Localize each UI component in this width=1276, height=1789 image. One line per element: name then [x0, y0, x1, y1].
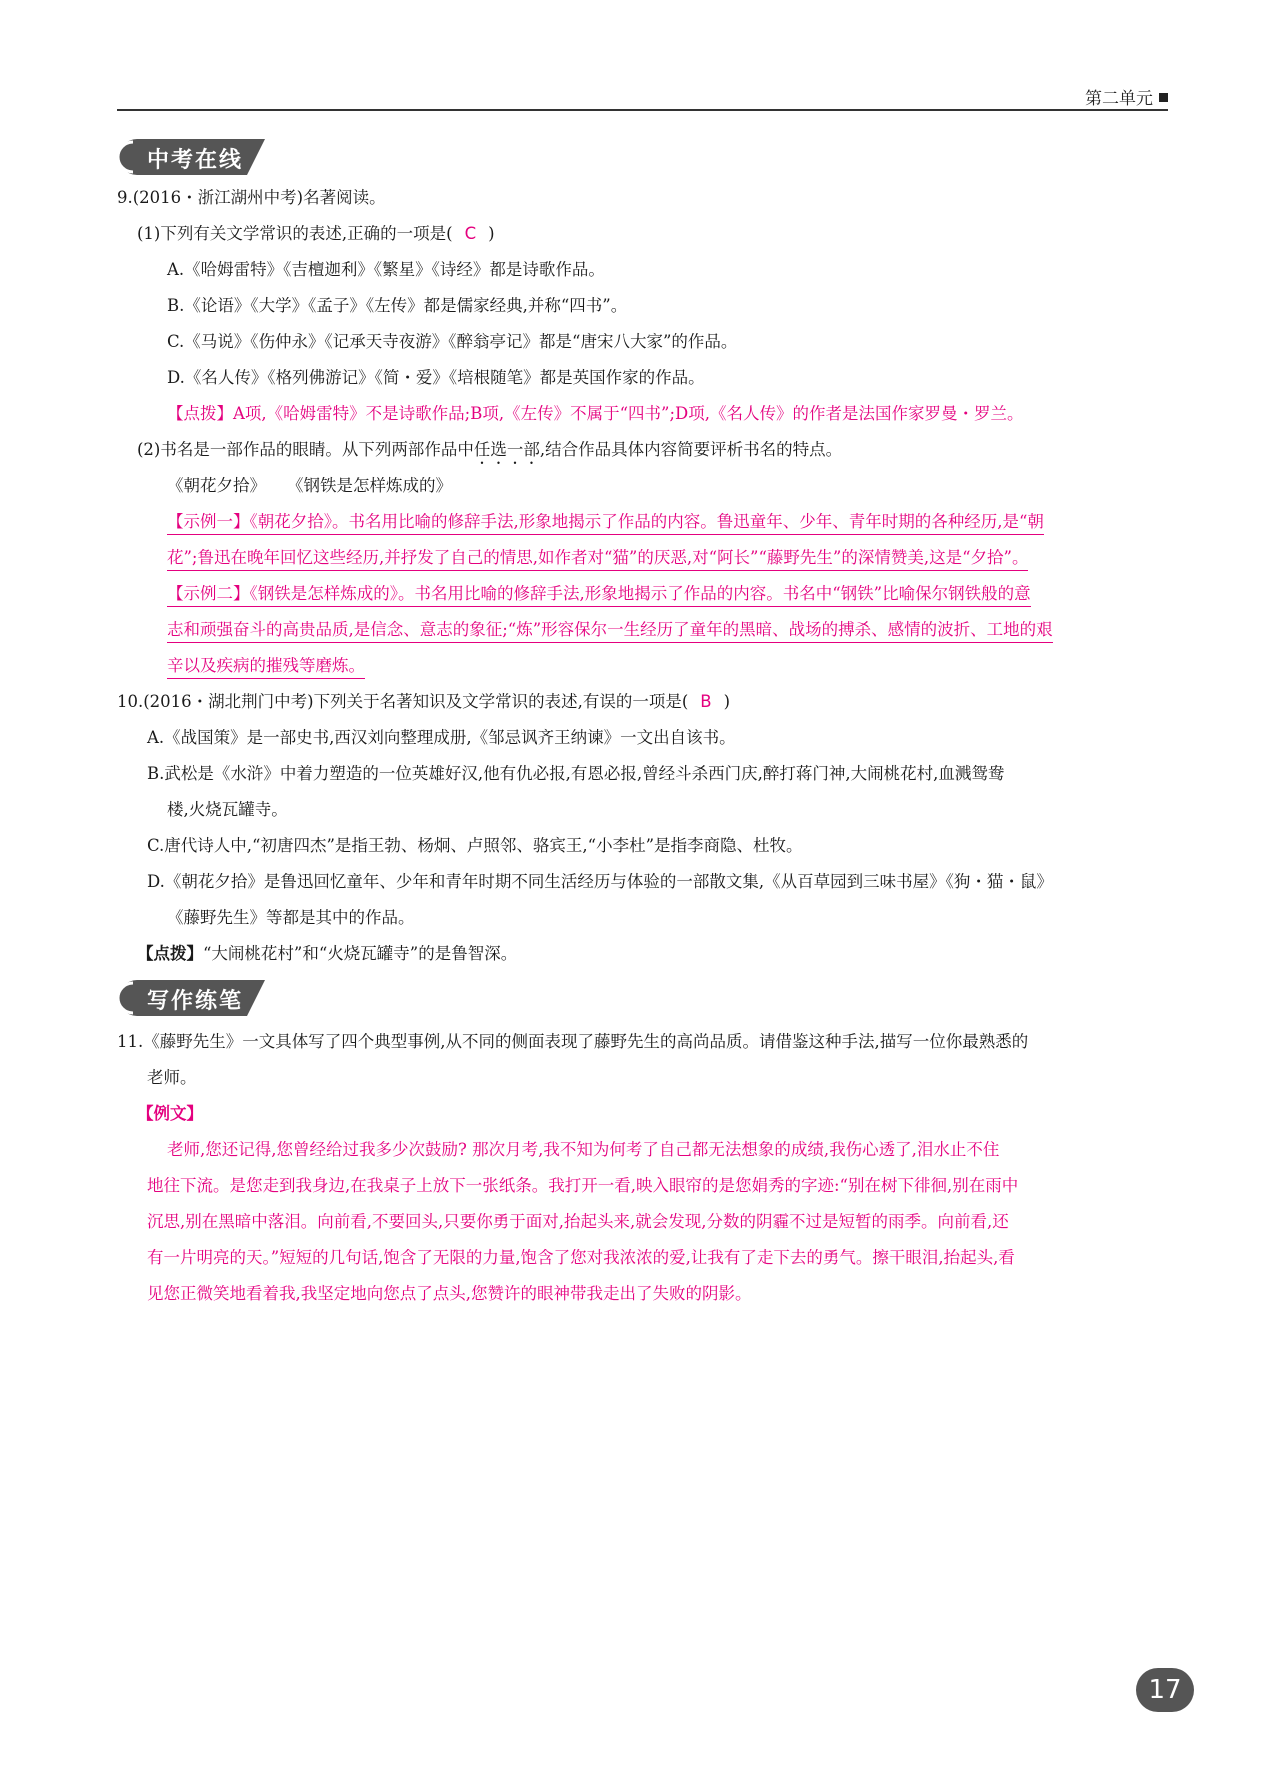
q9-part2-stem: (2)书名是一部作品的眼睛。从下列两部作品中任选一部,结合作品具体内容简要评析书名的特点。 — [137, 440, 843, 459]
q10-option-d-line1: D.《朝花夕拾》是鲁迅回忆童年、少年和青年时期不同生活经历与体验的一部散文集,《从百草园到三味书屋》《狗・猫・鼠》 — [147, 872, 1053, 891]
emphasis-text: 任选一部 — [473, 440, 540, 459]
essay-line: 有一片明亮的天。”短短的几句话,饱含了无限的力量,饱含了您对我浓浓的爱,让我有了走下去的勇气。擦干眼泪,抬起头,看 — [147, 1248, 1015, 1267]
q10-option-c: C.唐代诗人中,“初唐四杰”是指王勃、杨炯、卢照邻、骆宾王,“小李杜”是指李商隐、杜牧。 — [147, 836, 803, 855]
q10-stem: 10.(2016・湖北荆门中考)下列关于名著知识及文学常识的表述,有误的一项是( B ) — [117, 692, 731, 711]
square-icon — [1159, 93, 1168, 102]
q10-option-b-line2: 楼,火烧瓦罐寺。 — [167, 800, 288, 819]
q9-part1-answer: C — [464, 224, 477, 243]
q9-option-d: D.《名人传》《格列佛游记》《简・爱》《培根随笔》都是英国作家的作品。 — [167, 368, 705, 387]
q10-answer: B — [700, 692, 712, 711]
q9-option-b: B.《论语》《大学》《孟子》《左传》都是儒家经典,并称“四书”。 — [167, 296, 628, 315]
section-tag-xiezuo — [117, 978, 267, 1018]
q9-book-list: 《朝花夕拾》 《钢铁是怎样炼成的》 — [167, 476, 452, 495]
header-rule — [117, 109, 1168, 111]
q10-option-d-line2: 《藤野先生》等都是其中的作品。 — [167, 908, 415, 927]
essay-line: 沉思,别在黑暗中落泪。向前看,不要回头,只要你勇于面对,抬起头来,就会发现,分数的阴霾不过是短暂的雨季。向前看,还 — [147, 1212, 1009, 1231]
essay-line: 见您正微笑地看着我,我坚定地向您点了点头,您赞许的眼神带我走出了失败的阴影。 — [147, 1284, 752, 1303]
q9-example1-line1: 【示例一】《朝花夕拾》。书名用比喻的修辞手法,形象地揭示了作品的内容。鲁迅童年、少年、青年时期的各种经历,是“朝 — [167, 510, 1168, 534]
q9-example2-line1: 【示例二】《钢铁是怎样炼成的》。书名用比喻的修辞手法,形象地揭示了作品的内容。书名中“钢铁”比喻保尔钢铁般的意 — [167, 582, 1168, 606]
q9-option-c: C.《马说》《伤仲永》《记承天寺夜游》《醉翁亭记》都是“唐宋八大家”的作品。 — [167, 332, 738, 351]
q10-option-a: A.《战国策》是一部史书,西汉刘向整理成册,《邹忌讽齐王纳谏》一文出自该书。 — [147, 728, 736, 747]
essay-line: 老师,您还记得,您曾经给过我多少次鼓励? 那次月考,我不知为何考了自己都无法想象的成绩,我伤心透了,泪水止不住 — [167, 1140, 1000, 1159]
q9-example1-line2: 花”;鲁迅在晚年回忆这些经历,并抒发了自己的情思,如作者对“猫”的厌恶,对“阿长”“藤野先生”的深情赞美,这是“夕拾”。 — [167, 546, 1168, 570]
q9-example2-line3: 辛以及疾病的摧残等磨炼。 — [167, 654, 365, 678]
q9-part1-stem: (1)下列有关文学常识的表述,正确的一项是( C ) — [137, 224, 495, 243]
q11-stem-line2: 老师。 — [147, 1068, 197, 1087]
page-number: 17 — [1136, 1668, 1194, 1712]
section-tag-zhongkao — [117, 137, 267, 177]
q9-example2-line2: 志和顽强奋斗的高贵品质,是信念、意志的象征;“炼”形容保尔一生经历了童年的黑暗、战场的搏杀、感情的波折、工地的艰 — [167, 618, 1168, 642]
q10-hint: 【点拨】“大闹桃花村”和“火烧瓦罐寺”的是鲁智深。 — [137, 944, 518, 963]
q11-example-label: 【例文】 — [137, 1104, 203, 1123]
q9-stem: 9.(2016・浙江湖州中考)名著阅读。 — [117, 188, 386, 207]
section-title: 写作练笔 — [147, 989, 244, 1014]
q10-option-b-line1: B.武松是《水浒》中着力塑造的一位英雄好汉,他有仇必报,有恩必报,曾经斗杀西门庆,醉打蒋门神,大闹桃花村,血溅鸳鸯 — [147, 764, 1005, 783]
unit-header — [1085, 84, 1168, 109]
unit-title: 第二单元 — [1085, 89, 1153, 109]
q9-hint: 【点拨】A项,《哈姆雷特》不是诗歌作品;B项,《左传》不属于“四书”;D项,《名人传》的作者是法国作家罗曼・罗兰。 — [167, 404, 1024, 423]
section-title: 中考在线 — [147, 148, 244, 173]
essay-line: 地往下流。是您走到我身边,在我桌子上放下一张纸条。我打开一看,映入眼帘的是您娟秀的字迹:“别在树下徘徊,别在雨中 — [147, 1176, 1019, 1195]
q9-option-a: A.《哈姆雷特》《吉檀迦利》《繁星》《诗经》都是诗歌作品。 — [167, 260, 605, 279]
q11-stem-line1: 11.《藤野先生》一文具体写了四个典型事例,从不同的侧面表现了藤野先生的高尚品质。请借鉴这种手法,描写一位你最熟悉的 — [117, 1032, 1029, 1051]
